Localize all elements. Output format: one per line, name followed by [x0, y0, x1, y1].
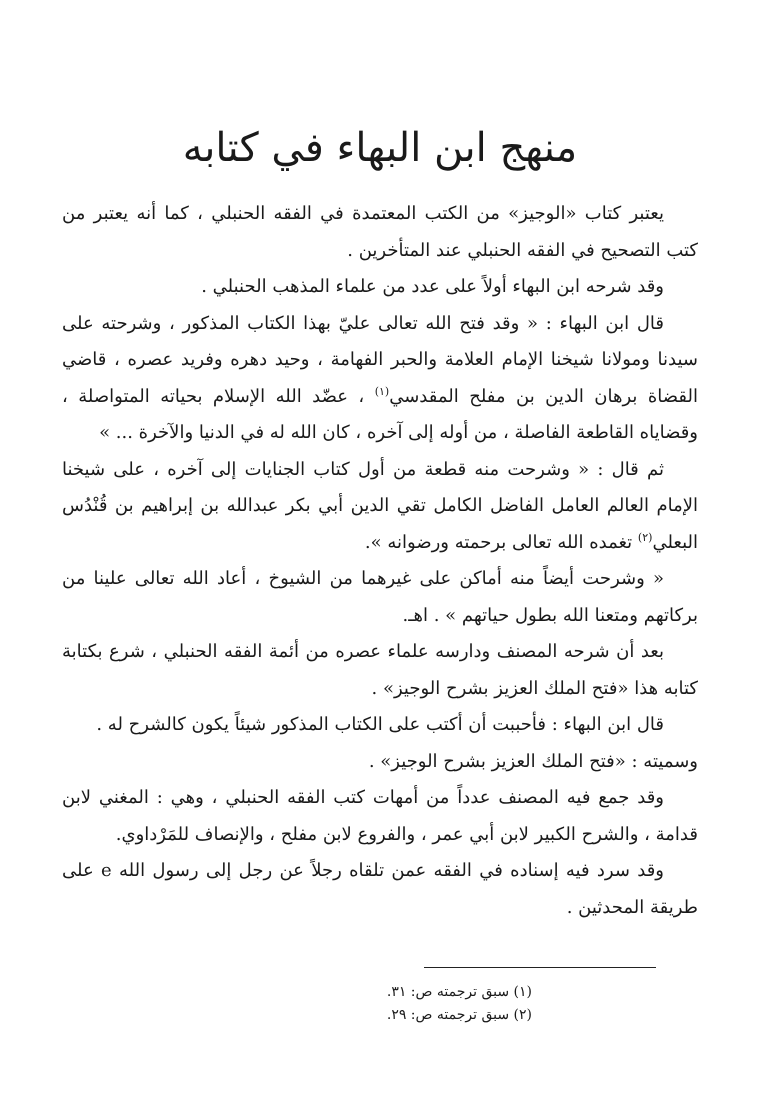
footnote: (٢) سبق ترجمته ص: ٢٩. — [386, 1007, 532, 1023]
footnote-separator — [424, 967, 656, 968]
paragraph: وقد سرد فيه إسناده في الفقه عمن تلقاه رجلاً عن رجل إلى رسول الله e على طريقة المحدثين . — [62, 860, 698, 918]
paragraph: وقد جمع فيه المصنف عدداً من أمهات كتب الفقه الحنبلي ، وهي : المغني لابن قدامة ، والشرح الكبير لابن أبي عمر ، والفروع لابن مفلح ، والإنصاف للمَرْداوي. — [62, 787, 698, 845]
footnote-reference: (٢) — [637, 530, 653, 544]
paragraph-text: تغمده الله تعالى برحمته ورضوانه ». — [364, 531, 633, 553]
paragraph-text: قال ابن البهاء : « وقد فتح الله تعالى عليّ بهذا الكتاب المذكور ، وشرحته على سيدنا ومولانا شيخنا الإمام العلامة والحبر الفهامة ، وحيد دهره وفريد عصره ، قاضي القضاة برهان الدين بن مفلح المقدسي — [62, 312, 698, 407]
paragraph — [62, 452, 698, 562]
paragraph-text: ، عضّد الله الإسلام بحياته المتواصلة ، وقضاياه القاطعة الفاصلة ، من أوله إلى آخره ، كان الله له في الدنيا والآخرة ... » — [62, 385, 698, 443]
footnotes — [52, 981, 532, 1027]
paragraph: قال ابن البهاء : فأحببت أن أكتب على الكتاب المذكور شيئاً يكون كالشرح له . — [96, 714, 664, 735]
page-title: منهج ابن البهاء في كتابه — [182, 125, 578, 171]
paragraph — [62, 306, 698, 452]
paragraph-text: ثم قال : « وشرحت منه قطعة من أول كتاب الجنايات إلى آخره ، على شيخنا الإمام العالم العامل الفاضل الكامل تقي الدين أبي بكر عبدالله بن إبراهيم بن قُنْدُس البعلي — [62, 458, 698, 553]
body-text — [62, 196, 698, 926]
paragraph: وسميته : «فتح الملك العزيز بشرح الوجيز» . — [368, 750, 698, 772]
footnote: (١) سبق ترجمته ص: ٣١. — [386, 984, 532, 1000]
paragraph: « وشرحت أيضاً منه أماكن على غيرهما من الشيوخ ، أعاد الله تعالى علينا من بركاتهم ومتعنا الله بطول حياتهم » . اهـ. — [62, 568, 698, 626]
paragraph: بعد أن شرحه المصنف ودارسه علماء عصره من أئمة الفقه الحنبلي ، شرع بكتابة كتابه هذا «فتح الملك العزيز بشرح الوجيز» . — [62, 641, 698, 699]
paragraph: يعتبر كتاب «الوجيز» من الكتب المعتمدة في الفقه الحنبلي ، كما أنه يعتبر من كتب التصحيح في الفقه الحنبلي عند المتأخرين . — [62, 203, 698, 261]
paragraph: وقد شرحه ابن البهاء أولاً على عدد من علماء المذهب الحنبلي . — [201, 276, 664, 297]
footnote-reference: (١) — [374, 384, 390, 398]
